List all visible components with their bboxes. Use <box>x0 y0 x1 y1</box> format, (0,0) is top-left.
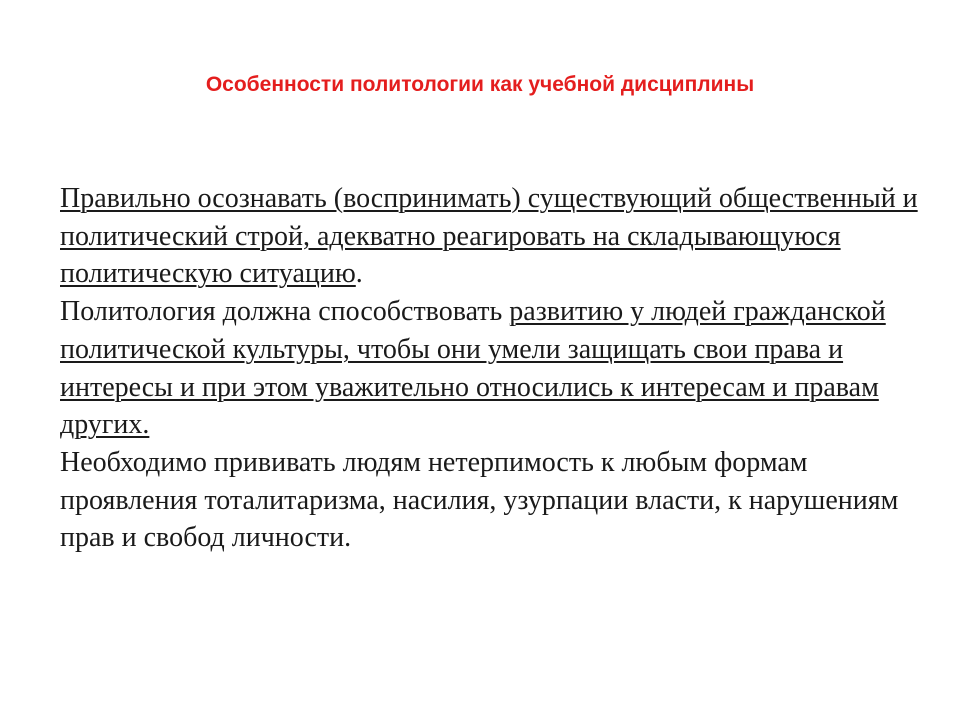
paragraph-3 <box>60 444 930 557</box>
paragraph-1-underlined: Правильно осознавать (воспринимать) существующий общественный и политический строй, адекватно реагировать на складывающуюся политическую ситуацию <box>60 183 918 290</box>
slide-title: Особенности политологии как учебной дисциплины <box>205 73 755 96</box>
paragraph-1 <box>60 180 930 293</box>
paragraph-2 <box>60 293 930 444</box>
paragraph-3-tail: . <box>344 522 352 554</box>
paragraph-2-plain: Политология должна способствовать <box>60 296 510 328</box>
paragraph-3-plain: Необходимо прививать людям нетерпимость к любым формам проявления тоталитаризма, насилия, узурпации власти, к нарушениям прав и свобод личности <box>60 446 899 554</box>
paragraph-2-underlined: развитию у людей гражданской политической культуры, чтобы они умели защищать свои права и интересы и при этом уважительно относились к интересам и правам других. <box>60 296 886 441</box>
slide-body <box>60 180 930 557</box>
paragraph-1-tail: . <box>355 258 363 290</box>
